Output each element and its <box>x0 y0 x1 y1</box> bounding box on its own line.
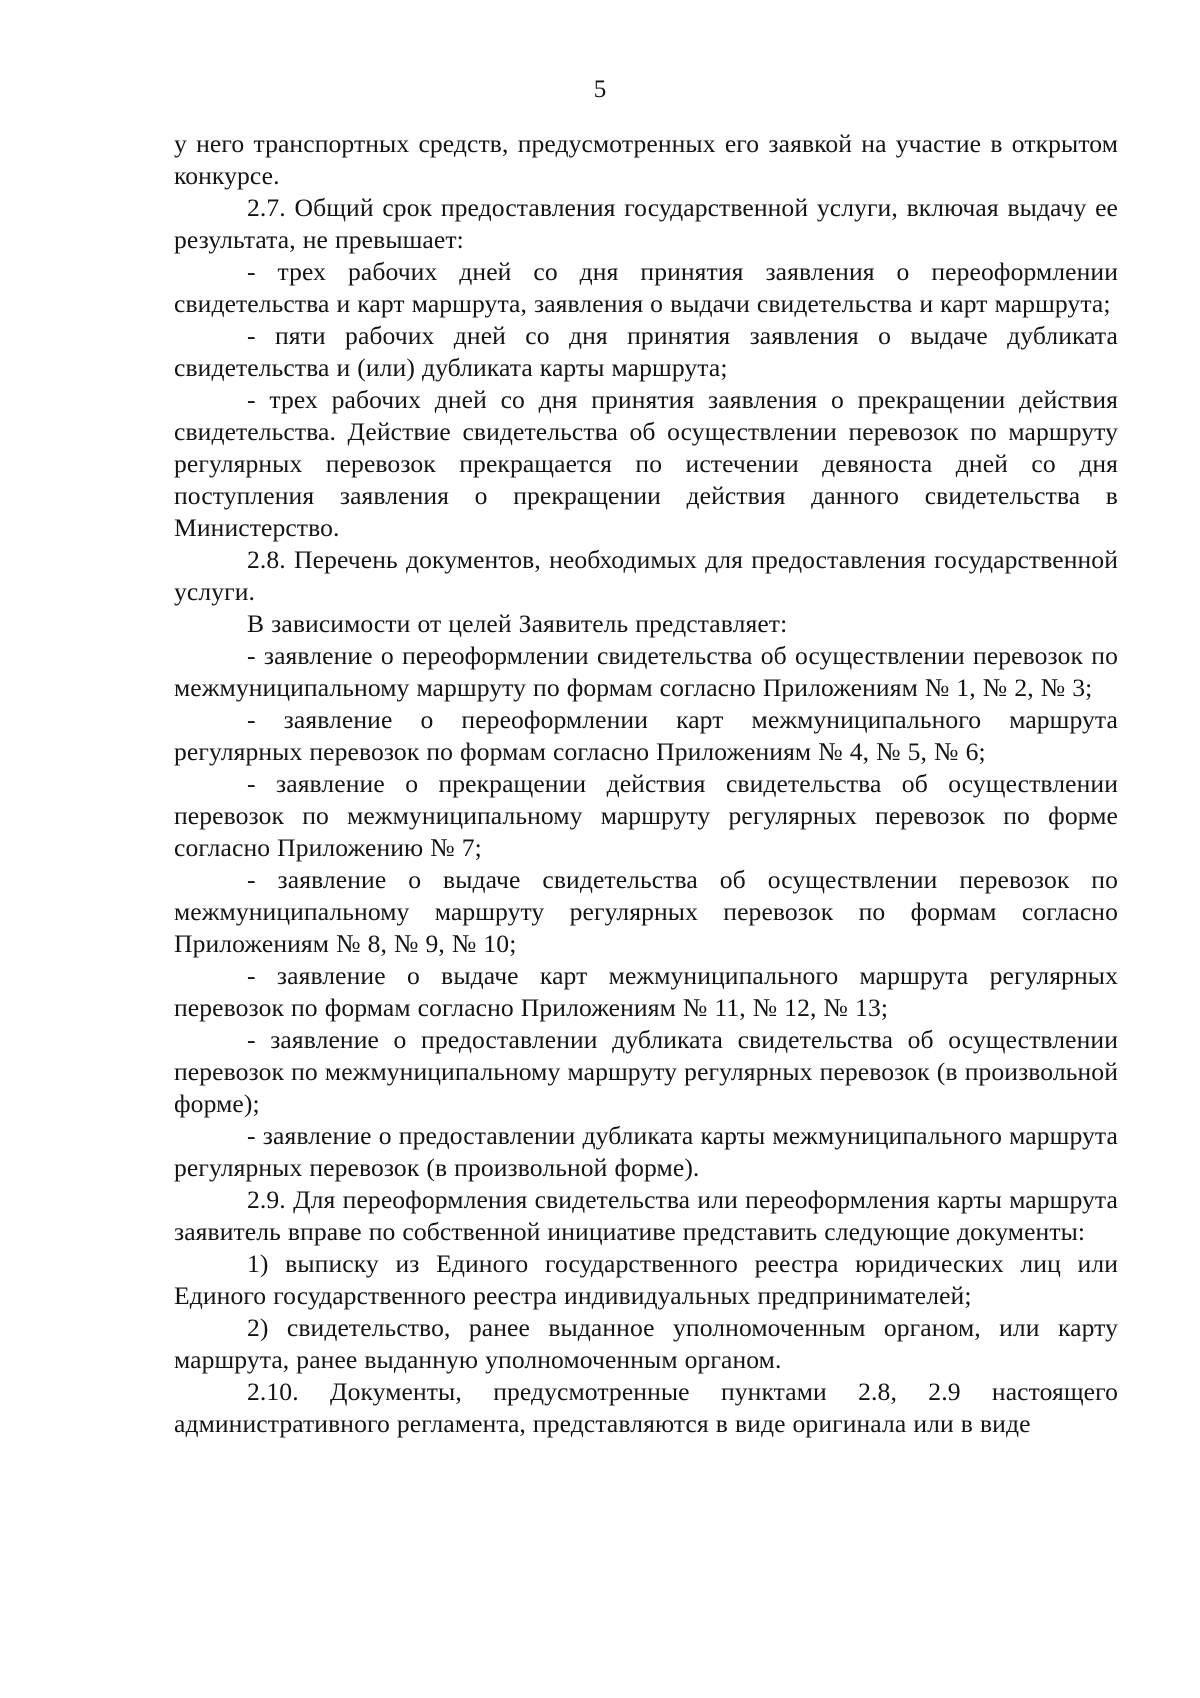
list-item-application-duplicate-certificate: - заявление о предоставлении дубликата свидетельства об осуществлении перевозок по межмуниципальному маршруту регулярных перевозок (в произвольной форме); <box>174 1025 1118 1118</box>
page-number: 5 <box>593 76 607 103</box>
paragraph-2-10: 2.10. Документы, предусмотренные пунктами 2.8, 2.9 настоящего административного регламента, представляются в виде оригинала или в виде <box>174 1377 1118 1438</box>
list-item-five-days-duplicate: - пяти рабочих дней со дня принятия заявления о выдаче дубликата свидетельства и (или) дубликата карты маршрута; <box>174 321 1118 382</box>
paragraph-2-7: 2.7. Общий срок предоставления государственной услуги, включая выдачу ее результата, не превышает: <box>174 193 1118 254</box>
list-item-registry-extract: 1) выписку из Единого государственного реестра юридических лиц или Единого государственного реестра индивидуальных предпринимателей; <box>174 1249 1118 1310</box>
paragraph-applicant-submits: В зависимости от целей Заявитель представляет: <box>247 609 788 638</box>
list-item-application-issue-cards: - заявление о выдаче карт межмуниципального маршрута регулярных перевозок по формам согласно Приложениям № 11, № 12, № 13; <box>174 961 1118 1022</box>
document-body <box>174 128 1118 1440</box>
list-item-previous-certificate: 2) свидетельство, ранее выданное уполномоченным органом, или карту маршрута, ранее выданную уполномоченным органом. <box>174 1313 1118 1374</box>
list-item-application-reissue-cards: - заявление о переоформлении карт межмуниципального маршрута регулярных перевозок по формам согласно Приложениям № 4, № 5, № 6; <box>174 705 1118 766</box>
list-item-application-issue-certificate: - заявление о выдаче свидетельства об осуществлении перевозок по межмуниципальному маршруту регулярных перевозок по формам согласно Приложениям № 8, № 9, № 10; <box>174 865 1118 958</box>
list-item-application-duplicate-card: - заявление о предоставлении дубликата карты межмуниципального маршрута регулярных перевозок (в произвольной форме). <box>174 1121 1118 1182</box>
paragraph-2-9: 2.9. Для переоформления свидетельства или переоформления карты маршрута заявитель вправе по собственной инициативе представить следующие документы: <box>174 1185 1118 1246</box>
list-item-three-days-termination: - трех рабочих дней со дня принятия заявления о прекращении действия свидетельства. Действие свидетельства об осуществлении перевозок по маршруту регулярных перевозок прекращается по истечении девяноста дней со дня поступления заявления о прекращении действия данного свидетельства в Министерство. <box>174 385 1118 542</box>
list-item-application-reissue-certificate: - заявление о переоформлении свидетельства об осуществлении перевозок по межмуниципальному маршруту по формам согласно Приложениям № 1, № 2, № 3; <box>174 641 1118 702</box>
list-item-three-days-reissue: - трех рабочих дней со дня принятия заявления о переоформлении свидетельства и карт маршрута, заявления о выдачи свидетельства и карт маршрута; <box>174 257 1118 318</box>
paragraph-2-8: 2.8. Перечень документов, необходимых для предоставления государственной услуги. <box>174 545 1118 606</box>
list-item-application-termination: - заявление о прекращении действия свидетельства об осуществлении перевозок по межмуниципальному маршруту регулярных перевозок по форме согласно Приложению № 7; <box>174 769 1118 862</box>
paragraph-continuation: у него транспортных средств, предусмотренных его заявкой на участие в открытом конкурсе. <box>174 129 1118 190</box>
